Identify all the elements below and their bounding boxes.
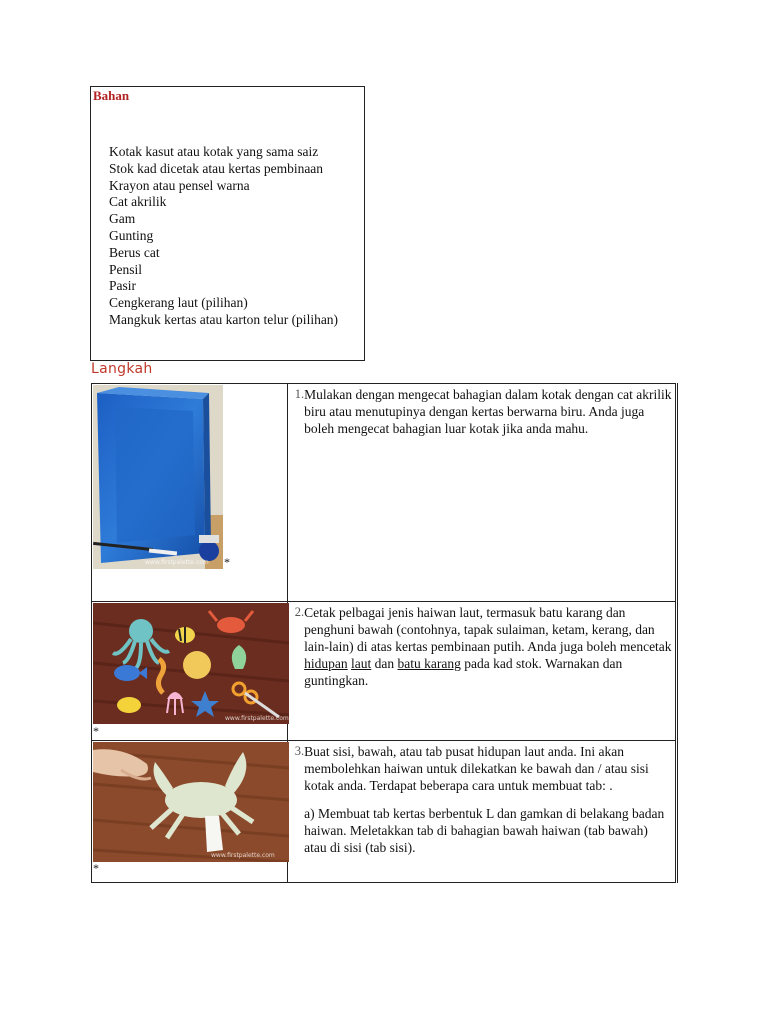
sea-animals-icon xyxy=(93,603,289,724)
list-item: Pensil xyxy=(109,261,143,277)
table-row xyxy=(92,384,677,602)
list-item: Berus cat xyxy=(109,244,160,260)
blue-box-icon xyxy=(93,385,223,569)
link-laut[interactable]: laut xyxy=(351,656,372,671)
asterisk: * xyxy=(93,724,99,738)
step-image-cell xyxy=(92,602,288,741)
list-item: Kotak kasut atau kotak yang sama saiz xyxy=(109,144,319,159)
step-number: 1. xyxy=(288,384,304,602)
paper-crab-photo xyxy=(93,742,289,862)
step-text xyxy=(304,602,676,741)
asterisk: * xyxy=(93,861,99,875)
sea-animals-photo xyxy=(93,603,289,724)
table-row xyxy=(92,602,677,741)
steps-heading: Langkah xyxy=(91,361,153,377)
steps-table xyxy=(91,383,678,883)
link-batu-karang[interactable]: batu karang xyxy=(397,656,461,671)
blue-box-photo xyxy=(93,385,223,569)
step-text-segment: dan xyxy=(371,656,398,671)
step-text-segment: pada kad stok. Warnakan dan guntingkan. xyxy=(304,656,623,688)
step-image-cell xyxy=(92,741,288,883)
list-item: Krayon atau pensel warna xyxy=(109,177,250,193)
asterisk: * xyxy=(224,555,230,569)
step-paragraph: Mulakan dengan mengecat bahagian dalam kotak dengan cat akrilik biru atau menutupinya dengan kertas berwarna biru. Anda juga boleh mengecat bahagian luar kotak jika anda mahu. xyxy=(304,387,672,436)
materials-box xyxy=(90,86,365,361)
step-paragraph: a) Membuat tab kertas berbentuk L dan gamkan di belakang badan haiwan. Meletakkan tab di bahagian bawah haiwan (tab bawah) atau di sisi (tab sisi). xyxy=(304,806,665,855)
photo-watermark: www.firstpalette.com xyxy=(145,559,209,566)
step-paragraph xyxy=(304,604,673,689)
list-item: Cat akrilik xyxy=(109,194,167,210)
step-paragraph: Buat sisi, bawah, atau tab pusat hidupan laut anda. Ini akan membolehkan haiwan untuk dilekatkan ke bawah dan / atau sisi kotak anda. Terdapat beberapa cara untuk membuat tab: . xyxy=(304,744,649,793)
list-item: Gam xyxy=(109,211,136,227)
step-number: 3. xyxy=(288,741,304,883)
link-hidupan[interactable]: hidupan xyxy=(304,656,348,671)
materials-list xyxy=(109,144,361,329)
step-text xyxy=(304,741,676,883)
materials-heading: Bahan xyxy=(93,88,130,103)
list-item: Pasir xyxy=(109,278,136,294)
table-row xyxy=(92,741,677,883)
photo-watermark: www.firstpalette.com xyxy=(225,715,289,722)
step-image-cell xyxy=(92,384,288,602)
list-item: Cengkerang laut (pilihan) xyxy=(109,295,248,311)
list-item: Mangkuk kertas atau karton telur (pilihan) xyxy=(109,311,339,327)
photo-watermark: www.firstpalette.com xyxy=(211,852,275,859)
step-text xyxy=(304,384,676,602)
step-text-segment: Cetak pelbagai jenis haiwan laut, termasuk batu karang dan penghuni bawah (contohnya, tapak sulaiman, ketam, kerang, dan lain-lain) di atas kertas pembinaan putih. Anda juga boleh mencetak xyxy=(304,605,672,654)
list-item: Stok kad dicetak atau kertas pembinaan xyxy=(109,160,324,176)
step-number: 2. xyxy=(288,602,304,741)
list-item: Gunting xyxy=(109,227,154,243)
paper-crab-icon xyxy=(93,742,289,862)
